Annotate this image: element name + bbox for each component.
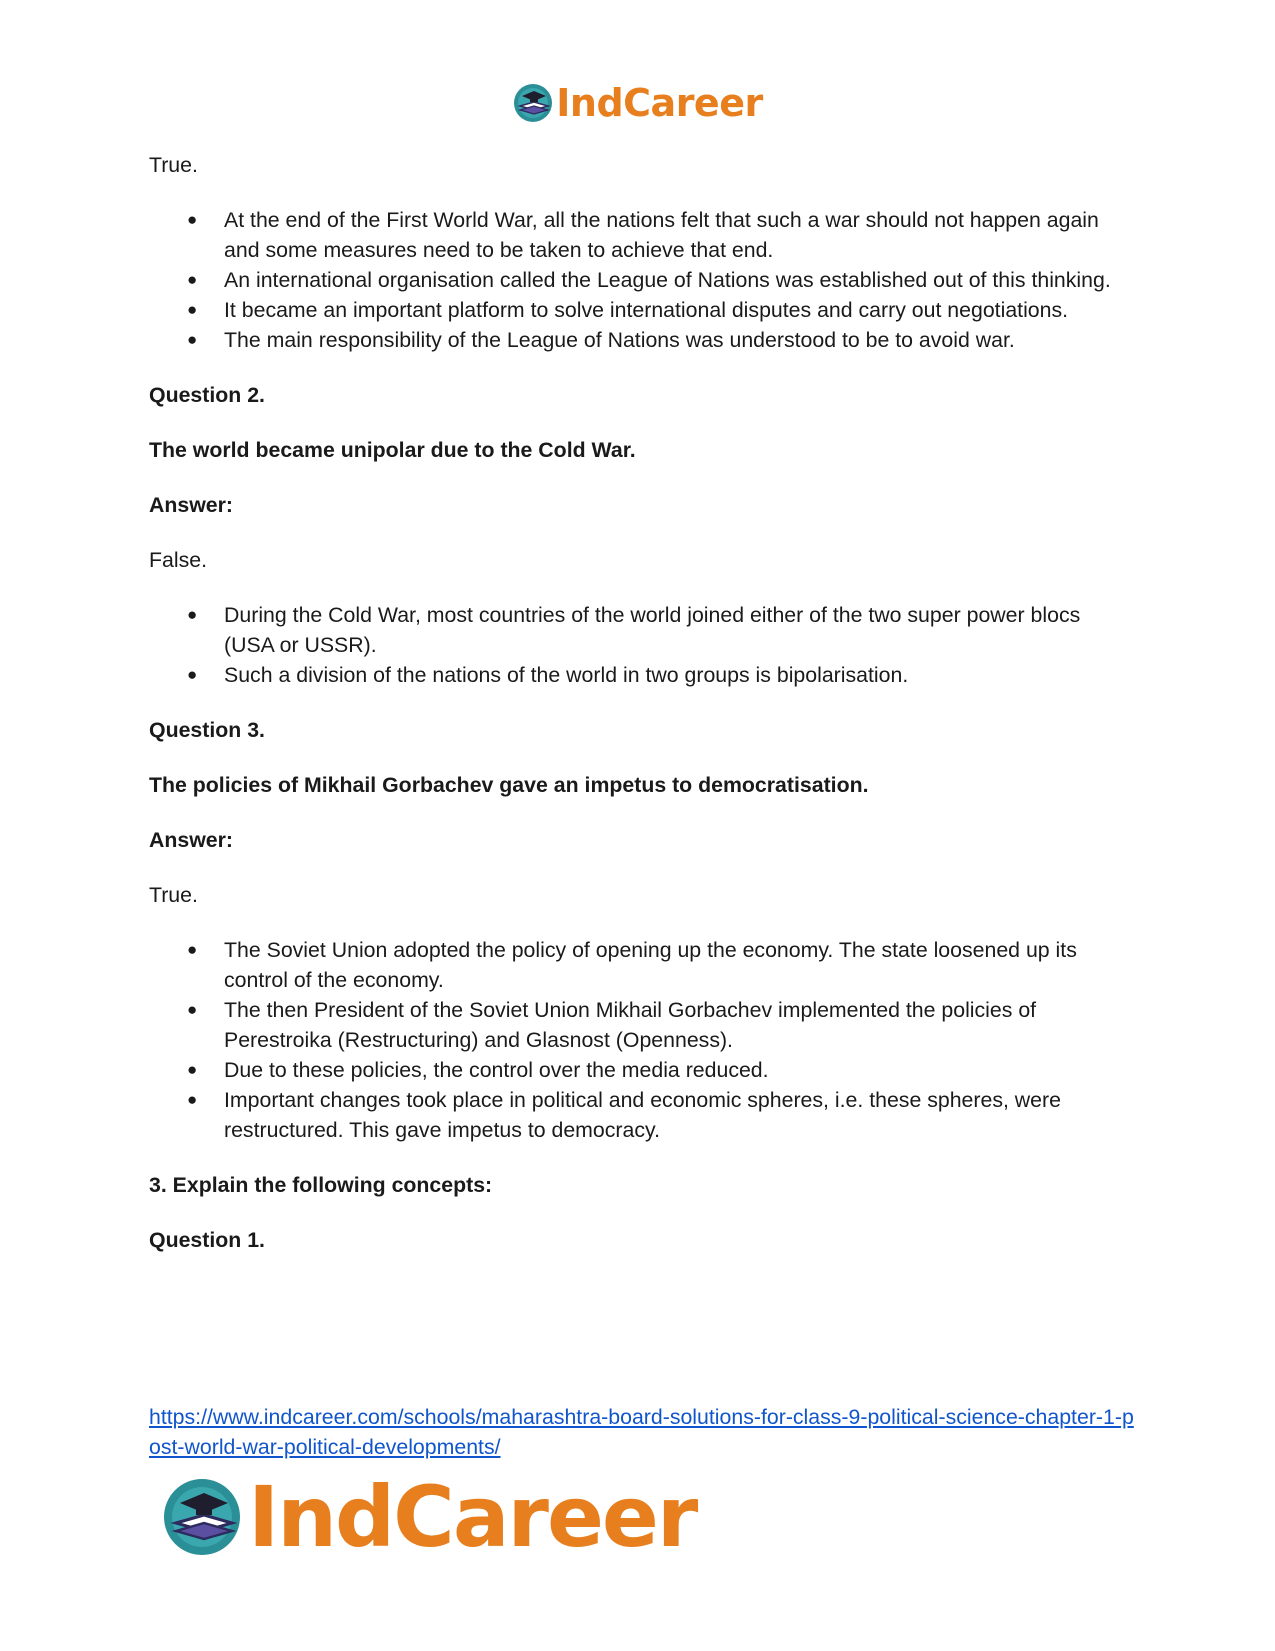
section-heading: 3. Explain the following concepts: [149, 1173, 493, 1197]
bullet-icon: ● [187, 665, 198, 684]
bullet-list [149, 935, 1129, 1145]
list-item [149, 600, 1129, 660]
graduation-book-icon [160, 1475, 244, 1559]
list-item [149, 325, 1129, 355]
list-item-text: The then President of the Soviet Union Mikhail Gorbachev implemented the policies of Perestroika (Restructuring) and Glasnost (Openness). [224, 998, 1037, 1052]
document-body [149, 150, 1129, 1280]
list-item [149, 295, 1129, 325]
list-item-text: Due to these policies, the control over the media reduced. [224, 1058, 769, 1082]
bullet-list [149, 205, 1129, 355]
list-item [149, 205, 1129, 265]
bullet-icon: ● [187, 940, 198, 959]
list-item-text: An international organisation called the League of Nations was established out of this thinking. [224, 268, 1111, 292]
paragraph: False. [149, 548, 207, 572]
logo-text: IndCareer [556, 81, 763, 125]
section-heading: Question 1. [149, 1228, 265, 1252]
footer-logo [160, 1468, 697, 1566]
section-heading: The policies of Mikhail Gorbachev gave an impetus to democratisation. [149, 773, 869, 797]
list-item-text: Such a division of the nations of the world in two groups is bipolarisation. [224, 663, 909, 687]
paragraph: True. [149, 883, 198, 907]
bullet-icon: ● [187, 330, 198, 349]
section-heading: Answer: [149, 493, 234, 517]
header-logo [0, 78, 1275, 128]
footer-url-link[interactable]: https://www.indcareer.com/schools/maharashtra-board-solutions-for-class-9-political-science-chapter-1-post-world-war-political-developments/ [149, 1405, 1134, 1459]
bullet-icon: ● [187, 1000, 198, 1019]
list-item-text: During the Cold War, most countries of the world joined either of the two super power blocs (USA or USSR). [224, 603, 1081, 657]
logo [512, 82, 762, 124]
bullet-icon: ● [187, 300, 198, 319]
bullet-icon: ● [187, 270, 198, 289]
list-item [149, 265, 1129, 295]
graduation-book-icon [512, 82, 554, 124]
list-item [149, 935, 1129, 995]
list-item-text: Important changes took place in political and economic spheres, i.e. these spheres, were restructured. This gave impetus to democracy. [224, 1088, 1061, 1142]
list-item [149, 1055, 1129, 1085]
list-item-text: At the end of the First World War, all the nations felt that such a war should not happen again and some measures need to be taken to achieve that end. [224, 208, 1099, 262]
bullet-icon: ● [187, 1060, 198, 1079]
section-heading: Question 3. [149, 718, 265, 742]
bullet-icon: ● [187, 605, 198, 624]
section-heading: The world became unipolar due to the Cold War. [149, 438, 636, 462]
list-item-text: The Soviet Union adopted the policy of opening up the economy. The state loosened up its control of the economy. [224, 938, 1077, 992]
bullet-icon: ● [187, 1090, 198, 1109]
list-item [149, 1085, 1129, 1145]
paragraph: True. [149, 153, 198, 177]
bullet-icon: ● [187, 210, 198, 229]
section-heading: Answer: [149, 828, 234, 852]
list-item [149, 660, 1129, 690]
list-item-text: The main responsibility of the League of Nations was understood to be to avoid war. [224, 328, 1015, 352]
section-heading: Question 2. [149, 383, 265, 407]
bullet-list [149, 600, 1129, 690]
logo-text: IndCareer [248, 1468, 697, 1566]
list-item [149, 995, 1129, 1055]
list-item-text: It became an important platform to solve international disputes and carry out negotiations. [224, 298, 1069, 322]
